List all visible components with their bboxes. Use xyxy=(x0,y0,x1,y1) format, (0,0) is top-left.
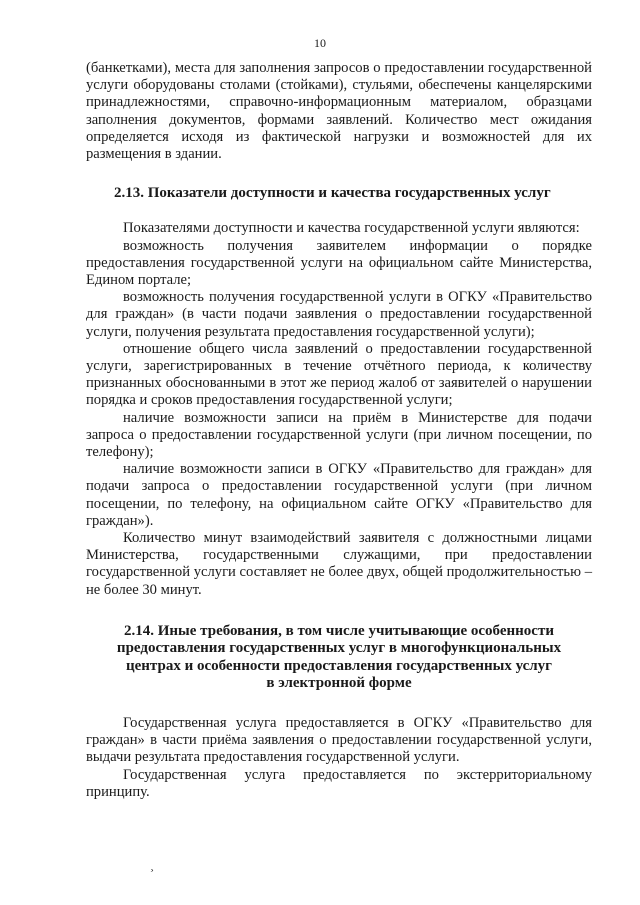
heading-line: центрах и особенности предоставления государственных услуг xyxy=(125,657,552,674)
paragraph: отношение общего числа заявлений о предоставлении государственной услуги, зарегистрированных в течение отчётного периода, к количеству признанных обоснованными в этот же период жалоб от заявителей о нарушении порядка и сроков предоставления государственной услуги; xyxy=(86,340,592,409)
paragraph: Государственная услуга предоставляется в ОГКУ «Правительство для граждан» в части приёма заявления о предоставлении государственной услуги, выдачи результата предоставления государственной услуги. xyxy=(86,714,592,766)
paragraph: (банкетками), места для заполнения запросов о предоставлении государственной услуги оборудованы столами (стойками), стульями, обеспечены канцелярскими принадлежностями, справочно-информационным материалом, образцами заполнения документов, формами заявлений. Количество мест ожидания определяется исходя из фактической нагрузки и возможностей для их размещения в здании. xyxy=(86,60,592,163)
paragraph: Количество минут взаимодействий заявителя с должностными лицами Министерства, государственными служащими, при предоставлении государственной услуги составляет не более двух, общей продолжительностью – не более 30 минут. xyxy=(86,530,592,598)
section-heading-2-14 xyxy=(86,623,592,693)
section-heading-2-13: 2.13. Показатели доступности и качества государственных услуг xyxy=(114,185,551,202)
page-number: 10 xyxy=(314,36,326,50)
paragraph: наличие возможности записи в ОГКУ «Правительство для граждан» для подачи запроса о предоставлении государственной услуги (при личном посещении, по телефону, на официальном сайте ОГКУ «Правительство для граждан»). xyxy=(86,461,592,529)
paragraph: наличие возможности записи на приём в Министерстве для подачи запроса о предоставлении государственной услуги (при личном посещении, по телефону); xyxy=(86,409,592,461)
heading-line: предоставления государственных услуг в многофункциональных xyxy=(116,640,562,657)
paragraph: Государственная услуга предоставляется по экстерриториальному принципу. xyxy=(86,766,592,800)
stray-mark: ¸ xyxy=(150,858,154,872)
document-body xyxy=(86,60,592,801)
heading-line: 2.14. Иные требования, в том числе учитывающие особенности xyxy=(124,622,554,639)
paragraph: возможность получения заявителем информации о порядке предоставления государственной услуги на официальном сайте Министерства, Едином портале; xyxy=(86,237,592,289)
heading-line: в электронной форме xyxy=(266,675,412,692)
paragraph: Показателями доступности и качества государственной услуги являются: xyxy=(123,220,580,237)
paragraph: возможность получения государственной услуги в ОГКУ «Правительство для граждан» (в части подачи заявления о предоставлении государственной услуги, получения результата предоставления государственной услуги); xyxy=(86,289,592,340)
